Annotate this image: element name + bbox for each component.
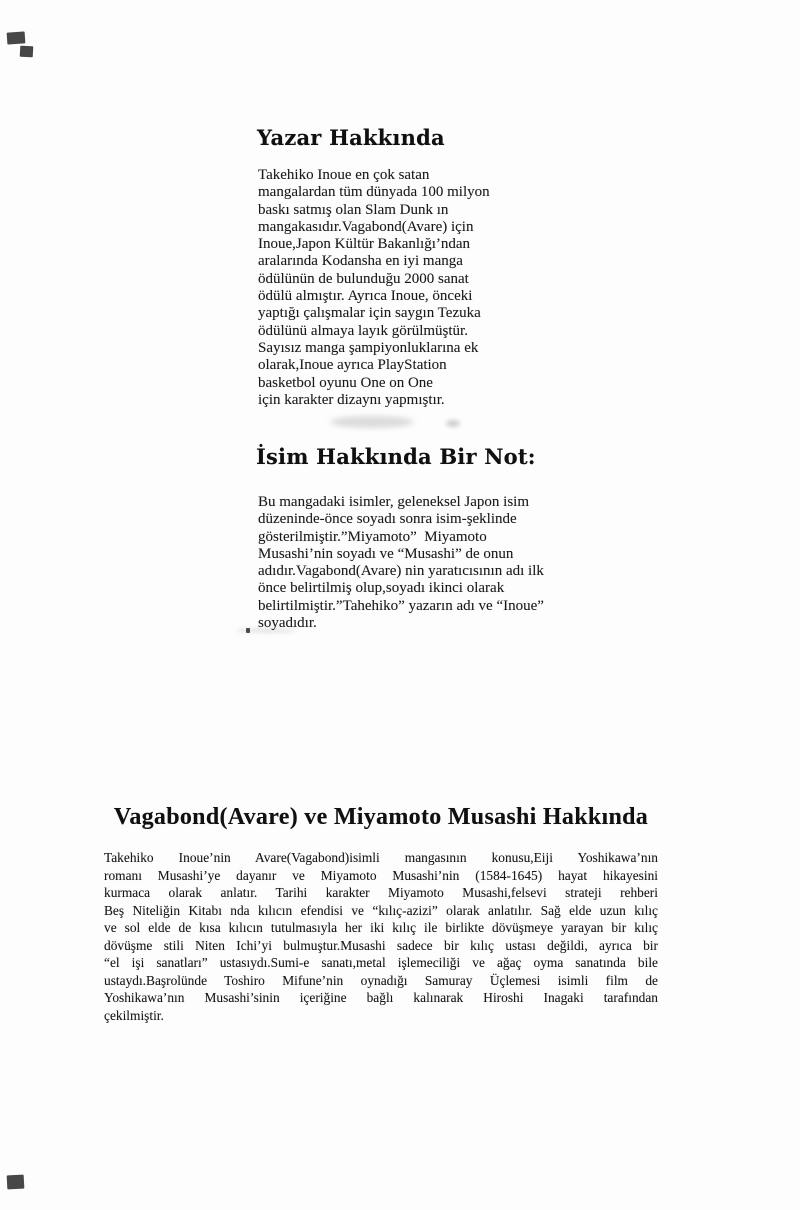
scan-artifact-mark xyxy=(7,1175,25,1190)
text-line: dövüşme stili Niten Ichi’yi bulmuştur.Musashi sadece bir kılıç ustası değildi, ayrıca bir xyxy=(104,937,658,953)
text-line: soyadıdır. xyxy=(258,615,317,632)
scan-artifact-dot xyxy=(246,628,250,633)
scan-smudge xyxy=(446,420,460,427)
scan-artifact-mark xyxy=(7,31,26,44)
text-line: aralarında Kodansha en iyi manga xyxy=(258,253,463,270)
text-line: kurmaca olarak anlatır. Tarihi karakter Miyamoto Musashi,felsevi strateji rehberi xyxy=(104,885,658,900)
scan-artifact-mark xyxy=(20,46,34,58)
text-line: ve sol elde de kısa kılıcın tutulmasıyla her iki kılıç ile birlikte dövüşmeye yarayan bir kılıç xyxy=(104,920,658,935)
text-line: mangakasıdır.Vagabond(Avare) için xyxy=(258,218,474,235)
text-line: çekilmiştir. xyxy=(104,1007,164,1023)
text-line: “el işi sanatları” ustasıydı.Sumi-e sanatı,metal işlemeciliği ve ağaç oyma sanatında bile xyxy=(104,955,658,970)
name-note-paragraph xyxy=(258,494,603,632)
text-line: yaptığı çalışmalar için saygın Tezuka xyxy=(258,305,481,322)
text-line: Musashi’nin soyadı ve “Musashi” de onun xyxy=(258,545,514,562)
text-line: baskı satmış olan Slam Dunk ın xyxy=(258,201,449,218)
text-line: Inoue,Japon Kültür Bakanlığı’ndan xyxy=(258,236,471,253)
text-line: gösterilmiştir.”Miyamoto” Miyamoto xyxy=(258,528,487,545)
text-line: Beş Niteliğin Kitabı nda kılıcın efendisi ve “kılıç-azizi” olarak anlatılır. Sağ elde uzun kılıç xyxy=(104,902,658,918)
text-line: Sayısız manga şampiyonluklarına ek xyxy=(258,339,479,356)
name-note-section-heading: İsim Hakkında Bir Not: xyxy=(256,444,536,469)
text-line: ödülünü almaya layık görülmüştür. xyxy=(258,322,468,339)
scan-smudge xyxy=(330,416,414,428)
text-line: ustaydı.Başrolünde Toshiro Mifune’nin oynadığı Samuray Üçlemesi isimli film de xyxy=(104,972,658,988)
text-line: Bu mangadaki isimler, geleneksel Japon isim xyxy=(258,494,530,510)
text-line: adıdır.Vagabond(Avare) nin yaratıcısının adı ilk xyxy=(258,563,544,580)
author-paragraph xyxy=(258,167,520,409)
about-section-heading: Vagabond(Avare) ve Miyamoto Musashi Hakkında xyxy=(113,804,649,830)
text-line: basketbol oyunu One on One xyxy=(258,374,433,391)
text-line: düzeninde-önce soyadı sonra isim-şeklinde xyxy=(258,511,517,528)
text-line: önce belirtilmiş olup,soyadı ikinci olarak xyxy=(258,580,505,597)
text-line: Takehiko Inoue’nin Avare(Vagabond)isimli mangasının konusu,Eiji Yoshikawa’nın xyxy=(104,850,658,865)
text-line: için karakter dizaynı yapmıştır. xyxy=(258,391,445,408)
text-line: ödülünün de bulunduğu 2000 sanat xyxy=(258,270,469,287)
author-section-heading: Yazar Hakkında xyxy=(257,125,445,150)
text-line: olarak,Inoue ayrıca PlayStation xyxy=(258,357,447,374)
about-paragraph xyxy=(104,849,658,1024)
text-line: Yoshikawa’nın Musashi’sinin içeriğine bağlı kalınarak Hiroshi Inagaki tarafından xyxy=(104,990,658,1005)
text-line: romanı Musashi’ye dayanır ve Miyamoto Musashi’nin (1584-1645) hayat hikayesini xyxy=(104,867,658,883)
text-line: belirtilmiştir.”Tahehiko” yazarın adı ve “Inoue” xyxy=(258,597,544,614)
text-line: ödülü almıştır. Ayrıca Inoue, önceki xyxy=(258,288,473,305)
text-line: Takehiko Inoue en çok satan xyxy=(258,167,430,183)
text-line: mangalardan tüm dünyada 100 milyon xyxy=(258,184,490,201)
